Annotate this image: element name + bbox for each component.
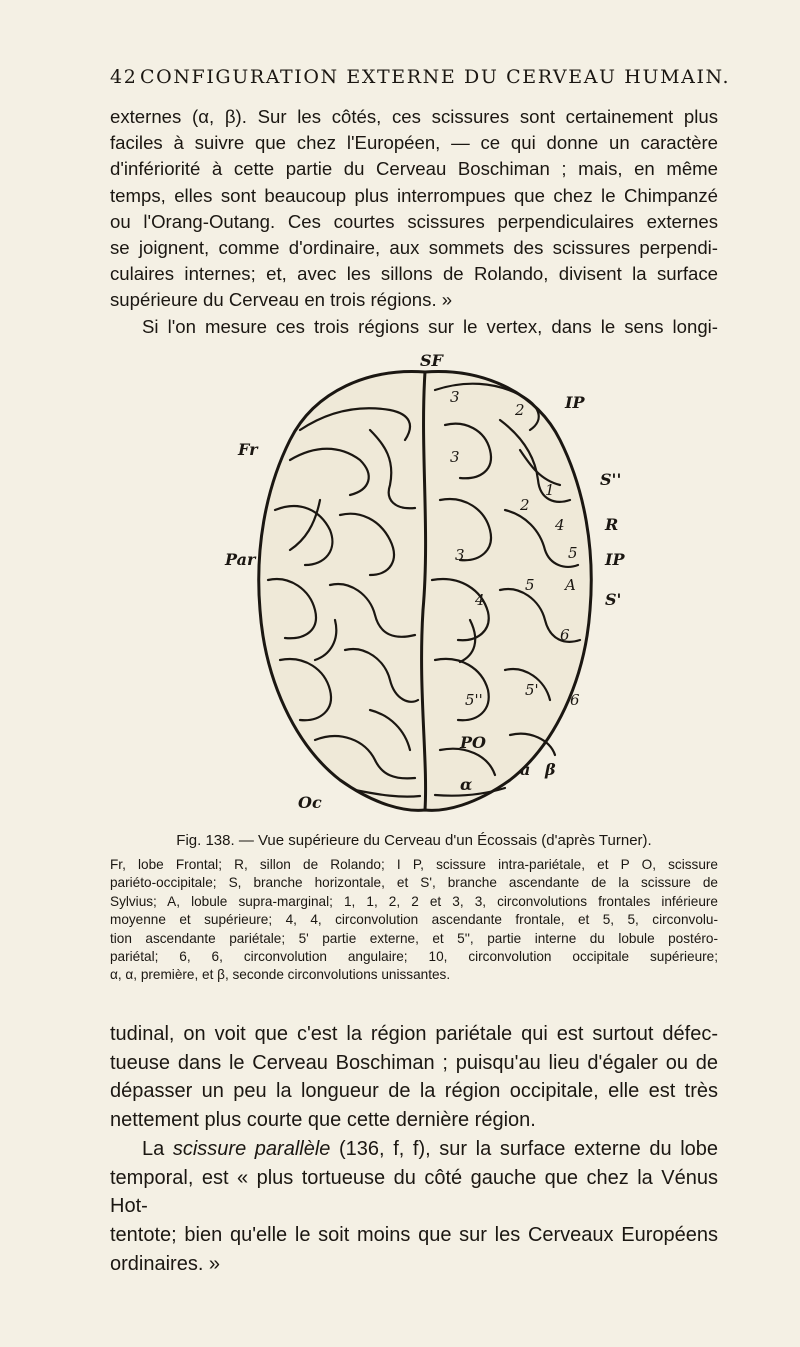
label-n4: 4 xyxy=(555,516,565,534)
label-s-double: S'' xyxy=(600,470,622,489)
legend-line: α, α, première, et β, seconde circonvolutions unissantes. xyxy=(110,967,451,983)
text-line: culaires internes; et, avec les sillons de Rolando, divisent la surface xyxy=(110,263,718,285)
label-ip: IP xyxy=(565,393,585,412)
label-oc: Oc xyxy=(298,793,322,812)
text-line: nettement plus courte que cette dernière région. xyxy=(110,1109,536,1132)
text-line: Si l'on mesure ces trois régions sur le vertex, dans le sens longi- xyxy=(142,315,718,337)
text-run: La xyxy=(142,1137,173,1160)
text-line: ordinaires. » xyxy=(110,1252,221,1275)
page-number: 42 xyxy=(110,66,138,88)
legend-line: pariétal; 6, 6, circonvolution angulaire; 10, circonvolution occipitale supérieure; xyxy=(110,949,718,965)
figure-caption: Fig. 138. — Vue supérieure du Cerveau d'un Écossais (d'après Turner). xyxy=(176,832,652,849)
text-line: externes (α, β). Sur les côtés, ces scissures sont certainement plus xyxy=(110,106,718,127)
text-line: tudinal, on voit que c'est la région pariétale qui est surtout défec- xyxy=(110,1023,718,1045)
label-n4: 4 xyxy=(475,591,485,609)
running-head xyxy=(110,66,731,92)
text-line: dépasser un peu la longueur de la région occipitale, elle est très xyxy=(110,1080,718,1103)
figure-legend xyxy=(110,856,718,985)
text-line xyxy=(110,1135,718,1164)
brain-figure xyxy=(220,350,640,820)
label-a: a xyxy=(520,760,531,779)
label-n2: 2 xyxy=(515,401,525,419)
label-n6: 6 xyxy=(560,626,570,644)
label-n3: 3 xyxy=(450,448,460,466)
legend-line: tion ascendante pariétale; 5' partie externe, et 5'', partie interne du lobule postéro- xyxy=(110,930,718,946)
running-title: CONFIGURATION EXTERNE DU CERVEAU HUMAIN. xyxy=(140,66,731,88)
italic-term: scissure parallèle xyxy=(172,1137,331,1160)
label-fr: Fr xyxy=(238,440,258,459)
text-line: faciles à suivre que chez l'Européen, — ce qui donne un caractère xyxy=(110,132,718,154)
label-n6: 6 xyxy=(570,691,580,709)
text-line: tentote; bien qu'elle le soit moins que sur les Cerveaux Européens xyxy=(110,1223,718,1246)
text-line: ou l'Orang-Outang. Ces courtes scissures perpendiculaires externes xyxy=(110,210,718,232)
label-sf: SF xyxy=(420,351,443,370)
label-n5: 5 xyxy=(568,544,578,562)
label-beta: β xyxy=(545,760,556,779)
label-n1: 1 xyxy=(545,481,555,499)
label-n2: 2 xyxy=(520,496,530,514)
label-par: Par xyxy=(225,550,256,569)
legend-line: pariéto-occipitale; S, branche horizontale, et S', branche ascendante de la scissure de xyxy=(110,875,718,891)
book-page xyxy=(110,0,731,1347)
paragraph-1 xyxy=(110,104,718,340)
label-n5: 5 xyxy=(525,576,535,594)
label-n3: 3 xyxy=(450,388,460,406)
legend-line: moyenne et supérieure; 4, 4, circonvolution ascendante frontale, et 5, 5, circonvolu- xyxy=(110,912,718,928)
legend-line: Sylvius; A, lobule supra-marginal; 1, 1, 2, 2 et 3, 3, circonvolutions frontales inférieure xyxy=(110,893,718,909)
legend-line: Fr, lobe Frontal; R, sillon de Rolando; I P, scissure intra-pariétale, et P O, scissure xyxy=(110,857,718,872)
text-line: supérieure du Cerveau en trois régions. » xyxy=(110,289,453,311)
text-run: (136, f, f), sur la surface externe du lobe xyxy=(330,1137,719,1160)
label-n3: 3 xyxy=(455,546,465,564)
label-ip-2: IP xyxy=(605,550,625,569)
paragraph-2 xyxy=(110,1020,718,1278)
label-n5-double: 5'' xyxy=(465,691,483,709)
brain-illustration xyxy=(220,350,640,820)
text-line: d'infériorité à cette partie du Cerveau Boschiman ; mais, en même xyxy=(110,158,718,180)
text-line: se joignent, comme d'ordinaire, aux sommets des scissures perpendi- xyxy=(110,237,718,259)
text-line: tueuse dans le Cerveau Boschiman ; puisqu'au lieu d'égaler ou de xyxy=(110,1051,718,1074)
label-r: R xyxy=(605,515,619,534)
label-alpha: α xyxy=(460,775,473,794)
label-po: PO xyxy=(460,733,486,752)
label-n5-prime: 5' xyxy=(525,681,539,699)
label-na: A xyxy=(565,576,576,594)
text-line: temps, elles sont beaucoup plus interrompues que chez le Chimpanzé xyxy=(110,184,718,206)
text-line: temporal, est « plus tortueuse du côté gauche que chez la Vénus Hot- xyxy=(110,1166,718,1218)
label-s-prime: S' xyxy=(605,590,622,609)
